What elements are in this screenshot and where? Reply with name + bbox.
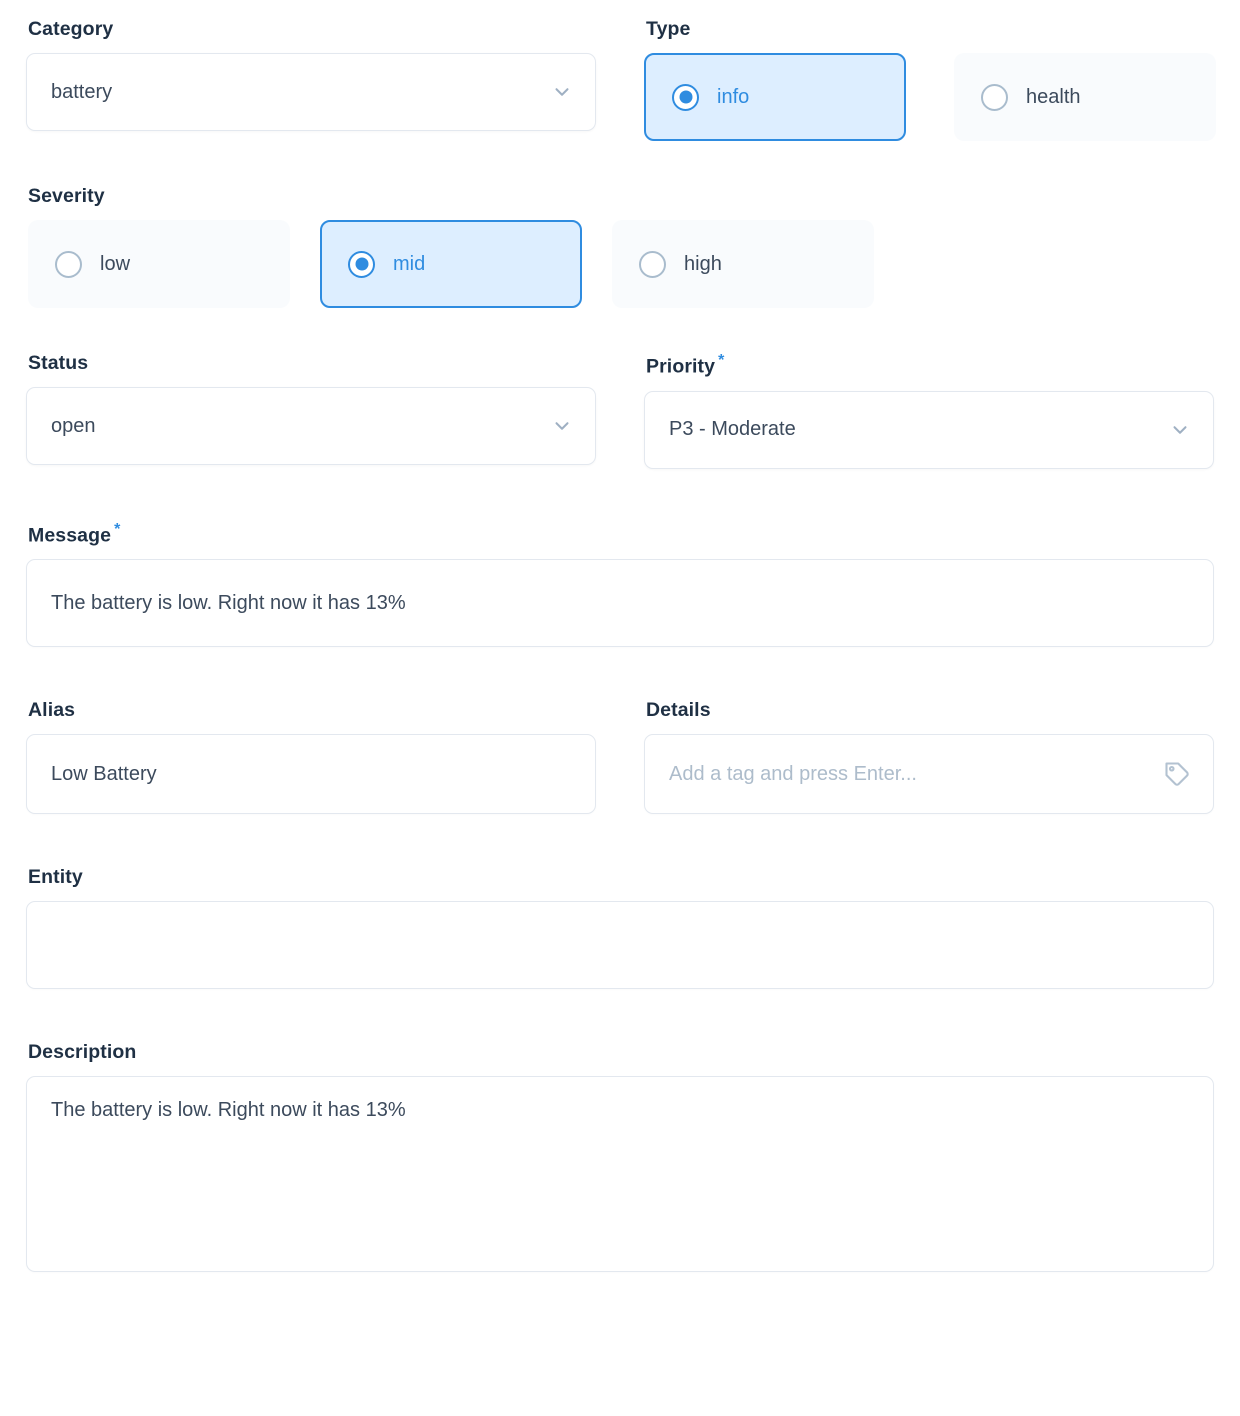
status-value: open bbox=[51, 414, 96, 437]
message-label bbox=[28, 521, 1214, 548]
severity-option-label: low bbox=[100, 252, 131, 275]
radio-unselected-icon bbox=[639, 251, 666, 278]
field-description bbox=[26, 1041, 1214, 1272]
radio-selected-icon bbox=[672, 84, 699, 111]
type-radio-group bbox=[644, 53, 1214, 141]
message-input[interactable] bbox=[26, 559, 1214, 647]
required-asterisk: * bbox=[718, 352, 725, 369]
field-status bbox=[26, 352, 596, 469]
message-label-text: Message bbox=[28, 524, 112, 546]
severity-label: Severity bbox=[28, 185, 105, 207]
description-label: Description bbox=[28, 1041, 137, 1063]
field-priority bbox=[644, 352, 1214, 469]
message-value: The battery is low. Right now it has 13% bbox=[51, 591, 406, 614]
description-value: The battery is low. Right now it has 13% bbox=[51, 1099, 406, 1121]
row-alias-details bbox=[26, 699, 1214, 814]
radio-selected-icon bbox=[348, 251, 375, 278]
chevron-down-icon bbox=[1169, 419, 1191, 441]
radio-unselected-icon bbox=[55, 251, 82, 278]
field-type bbox=[644, 18, 1214, 141]
type-option-label: health bbox=[1026, 85, 1081, 108]
category-select[interactable] bbox=[26, 53, 596, 131]
category-value: battery bbox=[51, 80, 113, 103]
status-select[interactable] bbox=[26, 387, 596, 465]
priority-select[interactable] bbox=[644, 391, 1214, 469]
type-option-health[interactable] bbox=[954, 53, 1216, 141]
priority-label bbox=[646, 352, 1214, 379]
priority-value: P3 - Moderate bbox=[669, 418, 796, 440]
field-entity bbox=[26, 866, 1214, 989]
field-details bbox=[644, 699, 1214, 814]
chevron-down-icon bbox=[551, 81, 573, 103]
entity-input[interactable] bbox=[26, 901, 1214, 989]
severity-option-label: mid bbox=[393, 252, 426, 275]
alias-label: Alias bbox=[28, 699, 76, 721]
type-option-info[interactable] bbox=[644, 53, 906, 141]
details-label: Details bbox=[646, 699, 711, 721]
tag-icon bbox=[1163, 760, 1191, 788]
status-label: Status bbox=[28, 352, 89, 374]
severity-radio-group bbox=[28, 220, 1214, 308]
priority-label-text: Priority bbox=[646, 355, 716, 378]
severity-option-high[interactable] bbox=[612, 220, 874, 308]
category-label: Category bbox=[28, 18, 114, 40]
severity-option-low[interactable] bbox=[28, 220, 290, 308]
required-asterisk: * bbox=[114, 520, 121, 538]
radio-unselected-icon bbox=[981, 84, 1008, 111]
description-input[interactable] bbox=[26, 1076, 1214, 1272]
chevron-down-icon bbox=[551, 415, 573, 437]
entity-label: Entity bbox=[28, 866, 83, 888]
field-category bbox=[26, 18, 596, 141]
details-placeholder: Add a tag and press Enter... bbox=[669, 762, 917, 785]
field-alias bbox=[26, 699, 596, 814]
row-status-priority bbox=[26, 352, 1214, 469]
type-option-label: info bbox=[717, 85, 750, 108]
alias-input[interactable] bbox=[26, 734, 596, 814]
type-label: Type bbox=[646, 18, 691, 40]
alias-value: Low Battery bbox=[51, 762, 157, 785]
row-category-type bbox=[26, 18, 1214, 141]
field-message bbox=[26, 521, 1214, 648]
severity-option-mid[interactable] bbox=[320, 220, 582, 308]
severity-option-label: high bbox=[684, 252, 722, 275]
field-severity bbox=[26, 185, 1214, 308]
details-tag-input[interactable] bbox=[644, 734, 1214, 814]
